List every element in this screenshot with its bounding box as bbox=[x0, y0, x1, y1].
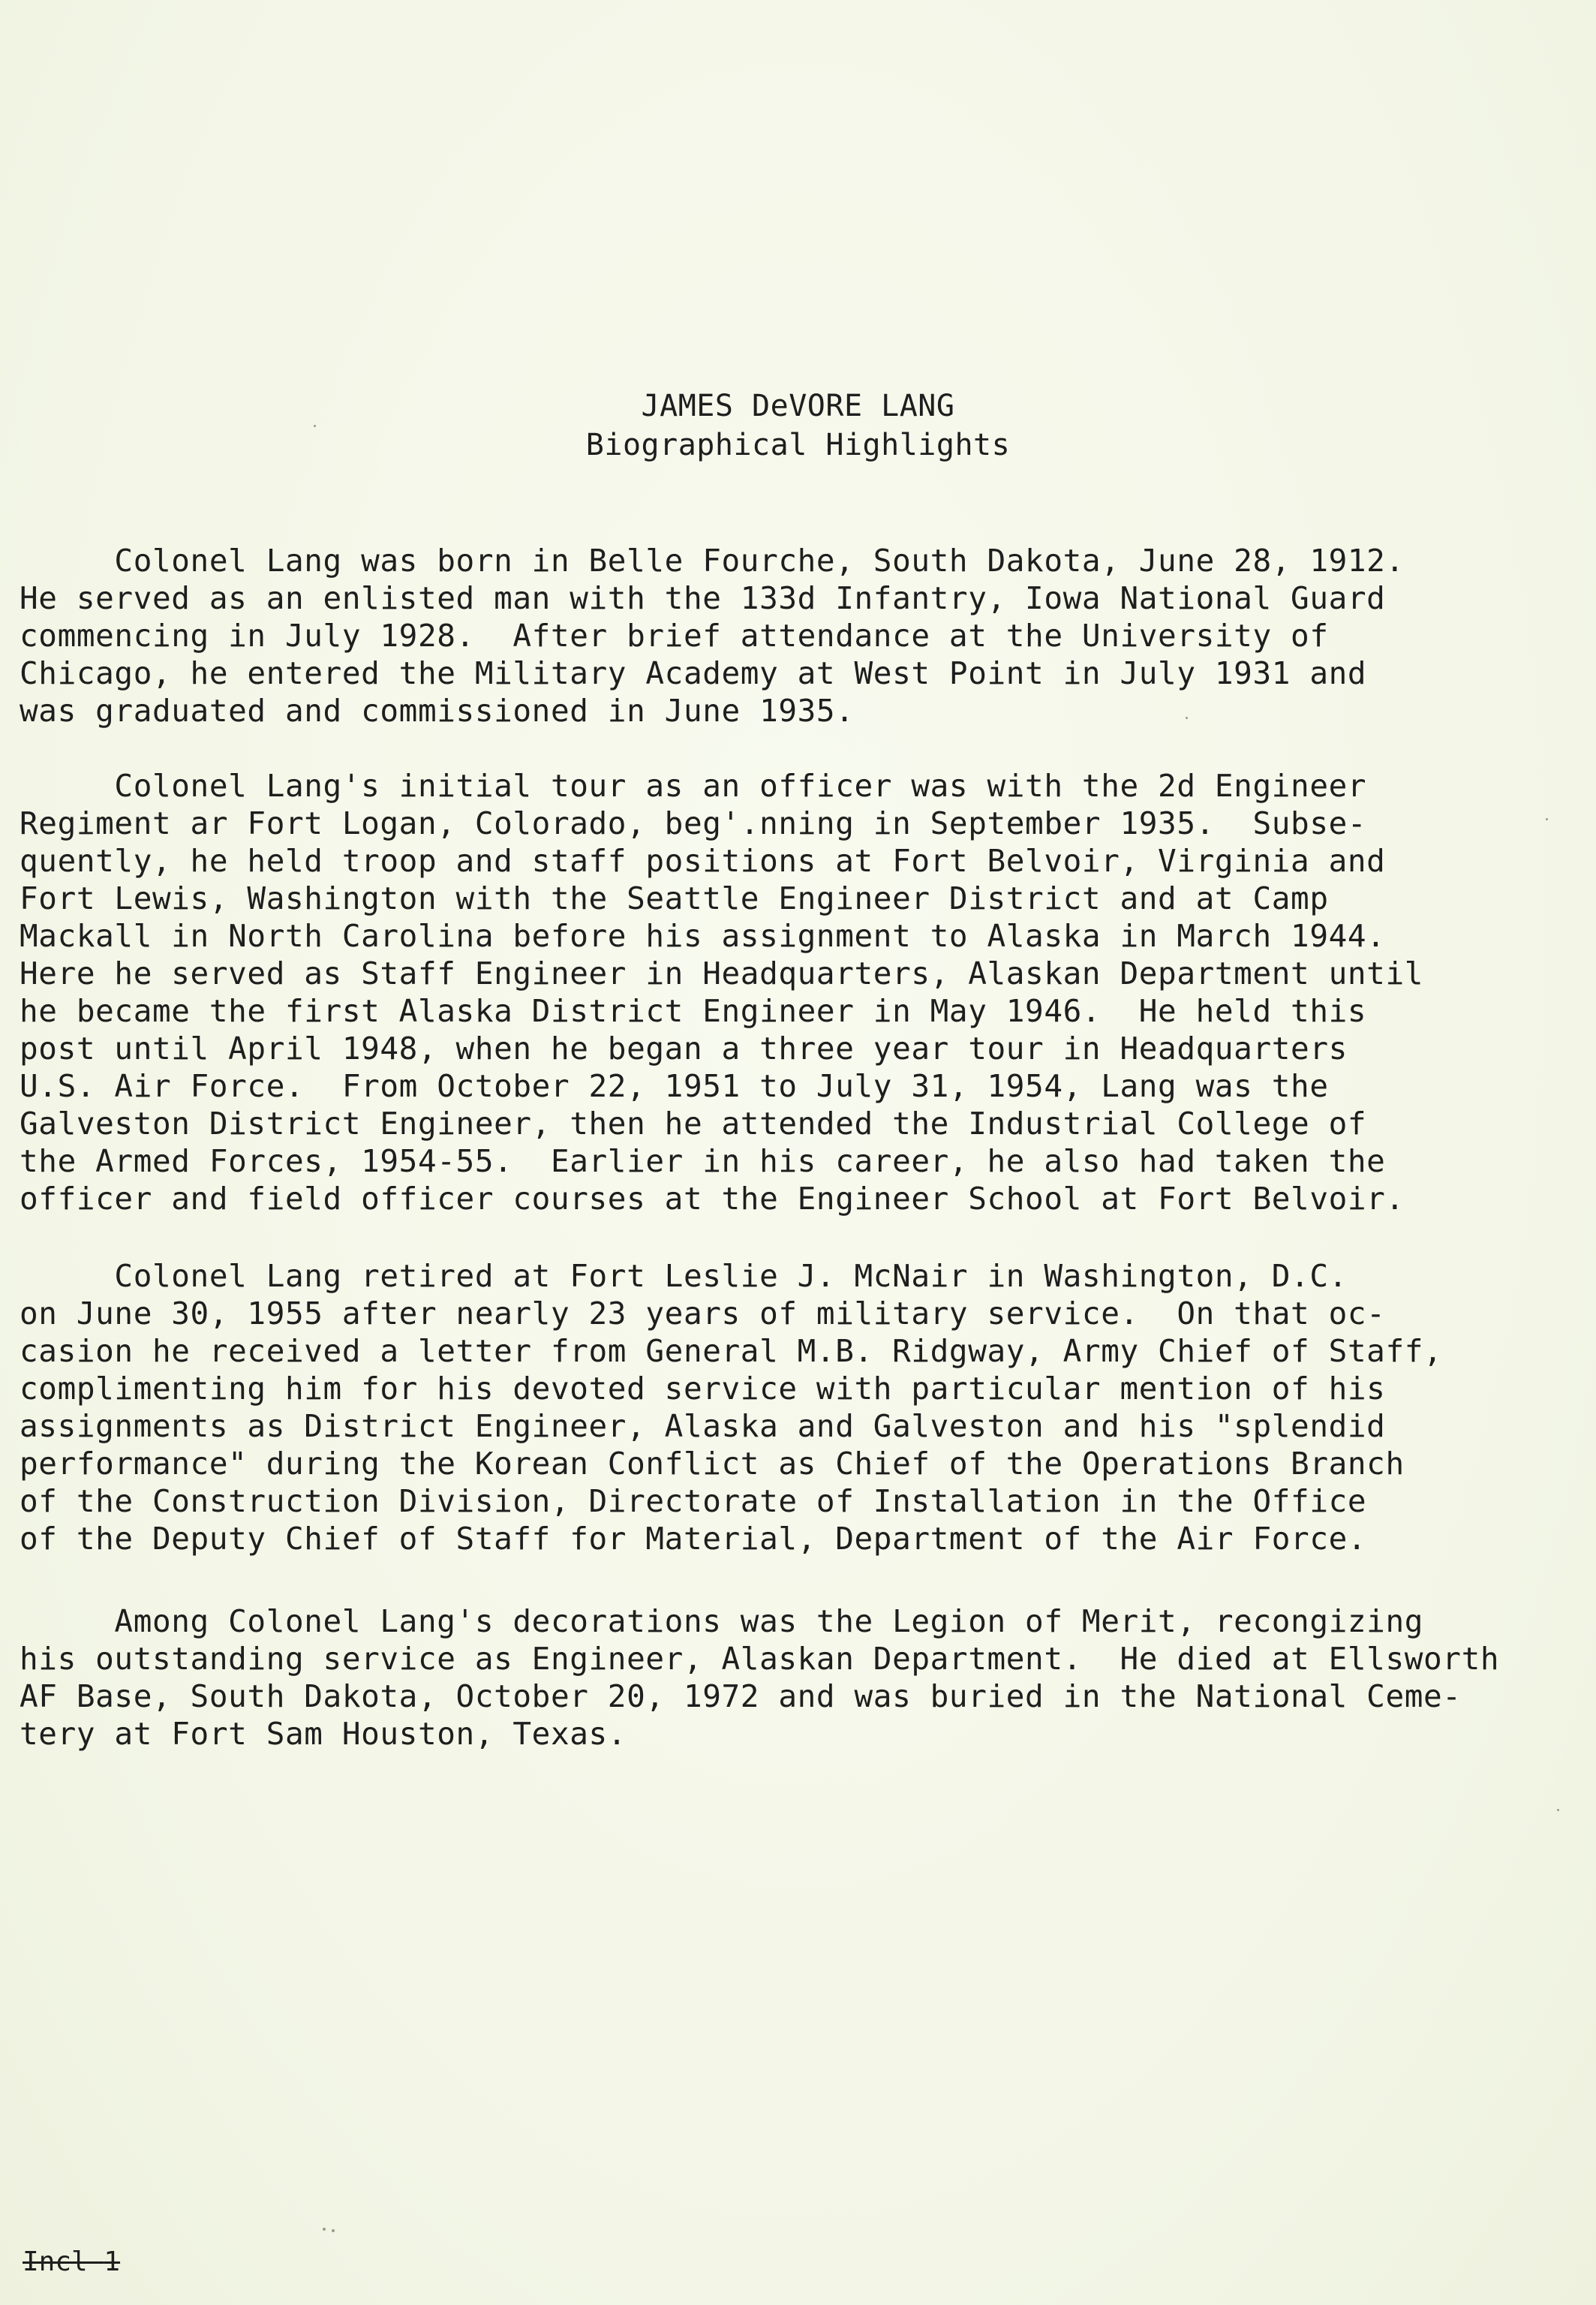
paragraph-line: AF Base, South Dakota, October 20, 1972 and was buried in the National Ceme- bbox=[20, 1678, 1462, 1714]
paragraph-line: of the Construction Division, Directorate of Installation in the Office bbox=[20, 1483, 1367, 1519]
paragraph-line: performance" during the Korean Conflict as Chief of the Operations Branch bbox=[20, 1446, 1405, 1482]
enclosure-label: Incl bbox=[23, 2246, 104, 2277]
scan-speck bbox=[1186, 717, 1188, 719]
paragraph-line: Chicago, he entered the Military Academy at West Point in July 1931 and bbox=[20, 655, 1367, 691]
paragraph-line: Fort Lewis, Washington with the Seattle Engineer District and at Camp bbox=[20, 880, 1329, 916]
paragraph-line: Mackall in North Carolina before his assignment to Alaska in March 1944. bbox=[20, 918, 1386, 954]
paragraph-line: Colonel Lang retired at Fort Leslie J. McNair in Washington, D.C. bbox=[20, 1258, 1348, 1294]
paragraph-line: post until April 1948, when he began a three year tour in Headquarters bbox=[20, 1031, 1348, 1067]
enclosure-number: 1 bbox=[104, 2246, 121, 2277]
paragraph-line: He served as an enlisted man with the 133d Infantry, Iowa National Guard bbox=[20, 580, 1386, 616]
scan-speck bbox=[1546, 818, 1548, 820]
document-title: JAMES DeVORE LANG bbox=[641, 389, 955, 423]
scan-speck bbox=[1557, 1809, 1559, 1811]
paragraph-line: the Armed Forces, 1954-55. Earlier in his career, he also had taken the bbox=[20, 1143, 1386, 1179]
paragraph-line: casion he received a letter from General M.B. Ridgway, Army Chief of Staff, bbox=[20, 1333, 1443, 1369]
paragraph-line: was graduated and commissioned in June 1935. bbox=[20, 693, 855, 729]
paragraph-line: his outstanding service as Engineer, Alaskan Department. He died at Ellsworth bbox=[20, 1641, 1500, 1677]
document-subtitle: Biographical Highlights bbox=[585, 428, 1011, 462]
scan-speck bbox=[332, 2229, 335, 2232]
paragraph-line: assignments as District Engineer, Alaska and Galveston and his "splendid bbox=[20, 1408, 1386, 1444]
paragraph-line: he became the first Alaska District Engineer in May 1946. He held this bbox=[20, 993, 1367, 1029]
paragraph-line: Regiment ar Fort Logan, Colorado, beg'.nning in September 1935. Subse- bbox=[20, 805, 1367, 841]
paragraph-line: Here he served as Staff Engineer in Headquarters, Alaskan Department until bbox=[20, 955, 1424, 992]
paragraph-line: U.S. Air Force. From October 22, 1951 to July 31, 1954, Lang was the bbox=[20, 1068, 1329, 1104]
paragraph-line: Colonel Lang's initial tour as an officer was with the 2d Engineer bbox=[20, 768, 1367, 804]
document-header bbox=[0, 387, 1596, 465]
paragraph-line: Galveston District Engineer, then he attended the Industrial College of bbox=[20, 1106, 1367, 1142]
paragraph-line: on June 30, 1955 after nearly 23 years of military service. On that oc- bbox=[20, 1295, 1386, 1332]
paragraph-line: commencing in July 1928. After brief attendance at the University of bbox=[20, 618, 1329, 654]
scan-speck bbox=[314, 425, 316, 427]
scan-speck bbox=[323, 2228, 326, 2231]
paragraph-line: of the Deputy Chief of Staff for Material, Department of the Air Force. bbox=[20, 1521, 1367, 1557]
paragraph-line: complimenting him for his devoted service with particular mention of his bbox=[20, 1371, 1386, 1407]
paragraph-line: officer and field officer courses at the Engineer School at Fort Belvoir. bbox=[20, 1181, 1405, 1217]
paragraph-line: tery at Fort Sam Houston, Texas. bbox=[20, 1716, 627, 1752]
paragraph-line: Colonel Lang was born in Belle Fourche, South Dakota, June 28, 1912. bbox=[20, 543, 1405, 579]
paragraph-line: quently, he held troop and staff positions at Fort Belvoir, Virginia and bbox=[20, 843, 1386, 879]
paragraph-line: Among Colonel Lang's decorations was the Legion of Merit, recongizing bbox=[20, 1603, 1424, 1639]
enclosure-mark bbox=[23, 2246, 120, 2277]
